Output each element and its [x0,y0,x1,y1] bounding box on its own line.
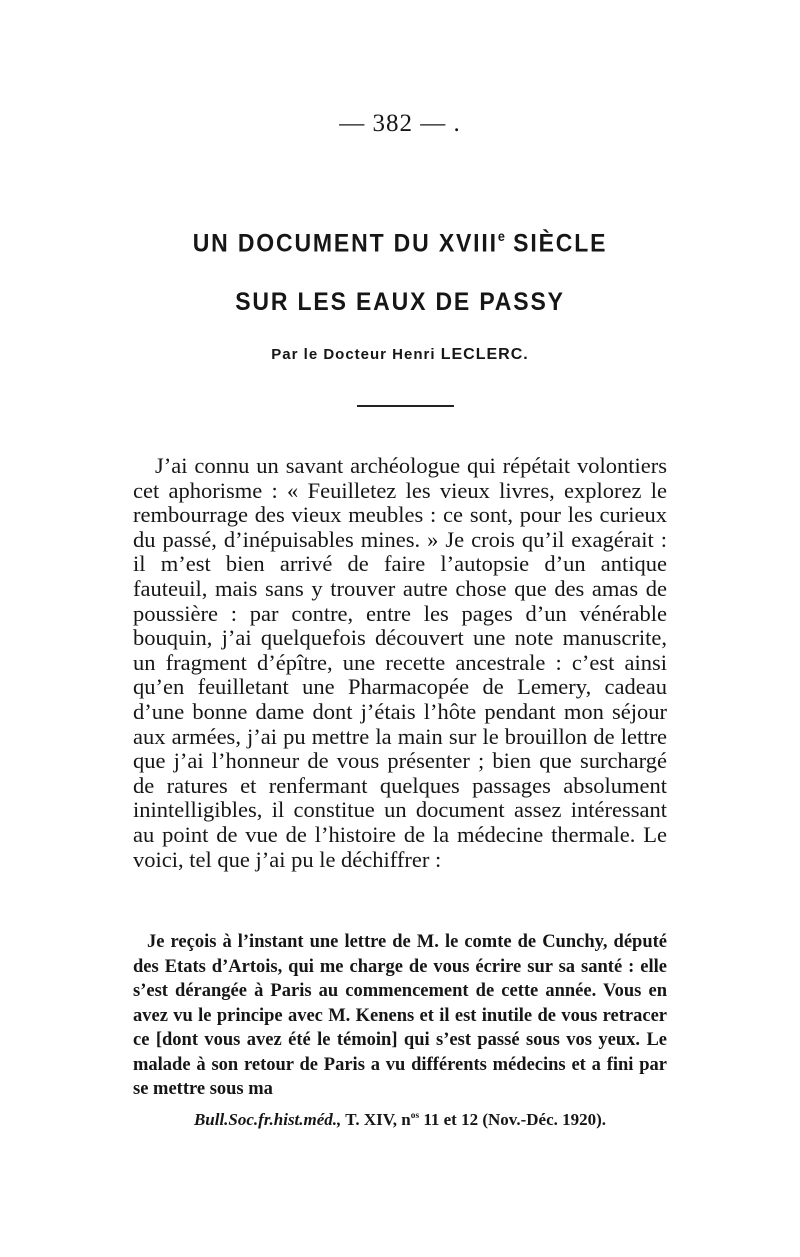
citation-numero-superscript: os [410,1111,420,1121]
page-number: — 382 — . [339,110,461,137]
title-divider [357,405,454,407]
body-paragraph: J’ai connu un savant archéologue qui répétait volontiers cet aphorisme : « Feuilletez les vieux livres, explorez le rembourrage des vieux meubles : ce sont, pour les curieux du passé, d’inépuisables mines. » Je crois qu’il exagérait : il m’est bien arrivé de faire l’autopsie d’un antique fauteuil, mais sans y trouver autre chose que des amas de poussière : par contre, entre les pages d’un vénérable bouquin, j’ai quelquefois découvert une note manuscrite, un fragment d’épître, une recette ancestrale : c’est ainsi qu’en feuilletant une Pharmacopée de Lemery, cadeau d’une bonne dame dont j’étais l’hôte pendant mon séjour aux armées, j’ai pu mettre la main sur le brouillon de lettre que j’ai l’honneur de vous présenter ; bien que surchargé de ratures et renfermant quelques passages absolument inintelligibles, il constitue un document assez intéressant au point de vue de l’histoire de la médecine thermale. Le voici, tel que j’ai pu le déchiffrer : [133,453,667,872]
author-name: LECLERC. [440,346,529,363]
title-line-1-main: UN DOCUMENT DU XVIII [192,229,498,258]
article-title-line-1 [32,229,768,258]
author-byline [0,346,800,364]
title-line-1-end: SIÈCLE [504,229,608,258]
journal-citation [0,1110,800,1130]
author-prefix: Par le Docteur Henri [271,346,441,363]
article-title-line-2: SUR LES EAUX DE PASSY [235,288,565,316]
quoted-letter: Je reçois à l’instant une lettre de M. le comte de Cunchy, député des Etats d’Artois, qui me charge de vous écrire sur sa santé : elle s’est dérangée à Paris au commencement de cette année. Vous en avez vu le principe avec M. Kenens et il est inutile de vous retracer ce [dont vous avez été le témoin] qui s’est passé sous vos yeux. Le malade à son retour de Paris a vu différents médecins et a fini par se mettre sous ma [133,932,667,1099]
citation-issue: 11 et 12 (Nov.-Déc. 1920). [419,1110,607,1129]
citation-volume: T. XIV, n [341,1110,411,1129]
title-century-superscript: e [497,229,505,244]
journal-abbreviation: Bull.Soc.fr.hist.méd., [193,1110,342,1129]
